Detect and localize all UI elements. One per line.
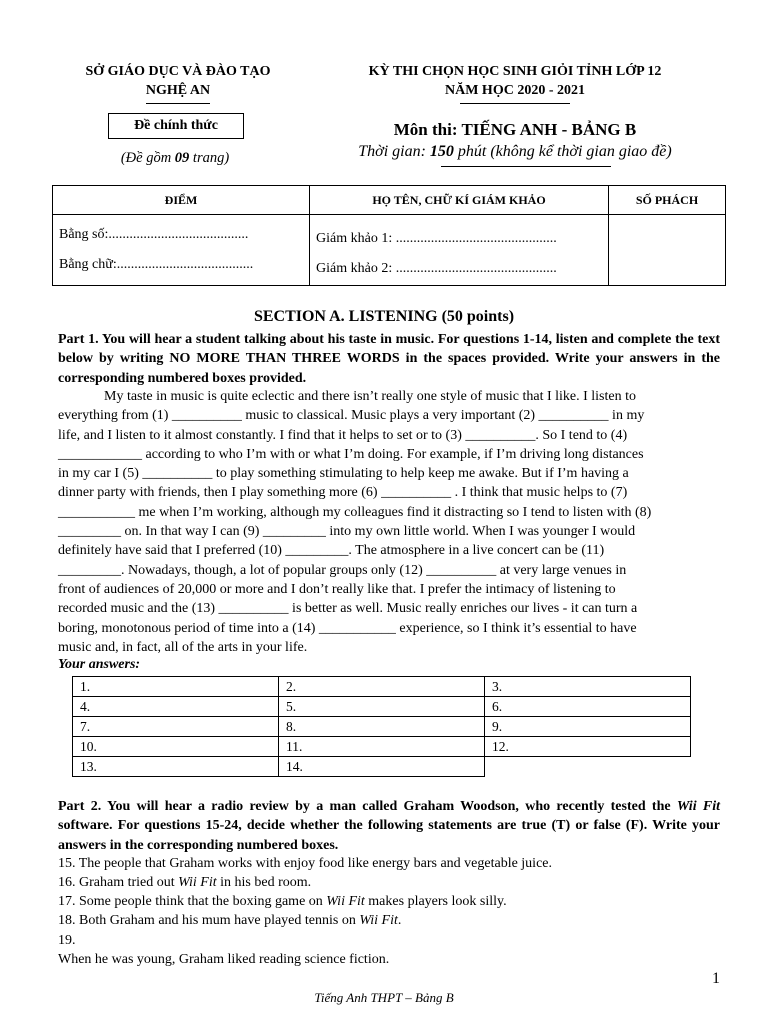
official-exam-label: Đề chính thức [108, 113, 244, 139]
passage-line: life, and I listen to it almost constantly. I find that it helps to set or to (3) __________. So I tend to (4) [58, 427, 628, 443]
answer-box-5[interactable]: 5. [279, 697, 485, 717]
q17-text-b: makes players look silly. [364, 894, 507, 909]
header-underline-left [146, 103, 210, 104]
passage-line: definitely have said that I preferred (10) _________. The atmosphere in a live concert can be (11) [58, 543, 605, 559]
answer-box-3[interactable]: 3. [485, 677, 691, 697]
q17-wii-fit: Wii Fit [326, 894, 365, 909]
department-line-1: SỞ GIÁO DỤC VÀ ĐÀO TẠO [85, 64, 271, 79]
part2-instructions [58, 797, 720, 855]
question-17 [58, 892, 720, 912]
answer-box-9[interactable]: 9. [485, 717, 691, 737]
exam-title-line-2: NĂM HỌC 2020 - 2021 [445, 83, 585, 98]
score-in-digits[interactable]: Bằng số:........................................ [59, 227, 249, 242]
answer-box-1[interactable]: 1. [73, 677, 279, 697]
q18-text-b: . [397, 913, 402, 928]
code-column-header: SỐ PHÁCH [609, 186, 726, 215]
answer-box-8[interactable]: 8. [279, 717, 485, 737]
part2-wii-fit: Wii Fit [676, 799, 720, 814]
part1-passage [58, 387, 720, 657]
part1-instruction-a: Part 1. You will hear a student talking about his taste in music. For questions 1-14, listen and complete the text below by writing [58, 332, 720, 367]
question-19-number: 19. [58, 933, 76, 948]
q18-text-a: 18. Both Graham and his mum have played tennis on [58, 913, 360, 928]
part2-instruction-b: software. For questions 15-24, decide whether the following statements are true (T) or false (F). Write your answers in the corresponding numbered boxes. [58, 818, 720, 853]
passage-line: _________ on. In that way I can (9) _________ into my own little world. When I was younger I would [58, 524, 636, 540]
header-underline-right [460, 103, 570, 104]
part2-instruction-a: Part 2. You will hear a radio review by a man called Graham Woodson, who recently tested the [58, 799, 677, 814]
question-19-text: When he was young, Graham liked reading science fiction. [58, 952, 390, 967]
examiner-cell [310, 215, 609, 286]
answer-box-14[interactable]: 14. [279, 757, 485, 777]
answer-empty-cell [485, 757, 691, 777]
passage-line: everything from (1) __________ music to classical. Music plays a very important (2) __________ in my [58, 408, 645, 424]
subject-name: TIẾNG ANH - BẢNG B [461, 120, 637, 139]
answer-row [73, 757, 691, 777]
answer-row [73, 677, 691, 697]
q16-wii-fit: Wii Fit [178, 875, 217, 890]
answer-row [73, 717, 691, 737]
score-table [52, 185, 726, 286]
your-answers-label: Your answers: [58, 657, 141, 672]
question-18 [58, 911, 720, 931]
department-line-2: NGHỆ AN [145, 83, 211, 98]
page-count-prefix: (Đề gồm [120, 150, 175, 166]
answer-box-12[interactable]: 12. [485, 737, 691, 757]
part1-instructions [58, 330, 720, 388]
time-prefix: Thời gian: [358, 143, 430, 160]
exam-title [330, 62, 700, 100]
answer-box-2[interactable]: 2. [279, 677, 485, 697]
passage-line: dinner party with friends, then I play something more (6) __________ . I think that music helps to (7) [58, 485, 628, 501]
answer-box-11[interactable]: 11. [279, 737, 485, 757]
time-suffix: phút (không kể thời gian giao đề) [453, 143, 672, 160]
question-15: 15. The people that Graham works with enjoy food like energy bars and vegetable juice. [58, 856, 552, 871]
score-column-header: ĐIỂM [53, 186, 310, 215]
subject-line [330, 120, 700, 140]
section-title: SECTION A. LISTENING (50 points) [253, 308, 515, 325]
q16-text-b: in his bed room. [216, 875, 312, 890]
passage-line: boring, monotonous period of time into a (14) ___________ experience, so I think it’s essential to have [58, 620, 637, 636]
score-in-words[interactable]: Bằng chữ:....................................... [59, 257, 254, 272]
page-count-suffix: trang) [189, 150, 230, 166]
code-cell[interactable] [609, 215, 726, 286]
answer-box-10[interactable]: 10. [73, 737, 279, 757]
answer-box-7[interactable]: 7. [73, 717, 279, 737]
exam-title-line-1: KỲ THI CHỌN HỌC SINH GIỎI TỈNH LỚP 12 [368, 64, 662, 79]
time-line [330, 143, 700, 161]
department-name [58, 62, 298, 100]
time-value: 150 [429, 143, 454, 160]
passage-line: ___________ me when I’m working, although my colleagues find it distracting so I tend to listen with (8) [58, 504, 652, 520]
page-count-number: 09 [174, 150, 190, 166]
passage-line: My taste in music is quite eclectic and there isn’t really one style of music that I like. I listen to [104, 389, 636, 404]
question-16 [58, 873, 720, 893]
answer-row [73, 697, 691, 717]
answer-row [73, 737, 691, 757]
examiner-column-header: HỌ TÊN, CHỮ KÍ GIÁM KHẢO [310, 186, 609, 215]
passage-line: music and, in fact, all of the arts in your life. [58, 639, 308, 655]
answer-table [72, 676, 691, 777]
time-underline [441, 166, 611, 167]
passage-line: _________. Nowadays, though, a lot of popular groups only (12) __________ at very large venues in [58, 562, 627, 578]
part1-instruction-c: in the spaces provided. Write your answers in the corresponding numbered boxes provided. [58, 351, 720, 386]
passage-line: recorded music and the (13) __________ is better as well. Music really enriches our lives - it can turn a [58, 601, 638, 617]
examiner-1[interactable]: Giám khảo 1: .............................................. [316, 231, 557, 246]
passage-line: ____________ according to who I’m with or what I’m doing. For example, if I’m driving long distances [58, 446, 644, 462]
q17-text-a: 17. Some people think that the boxing game on [58, 894, 327, 909]
q16-text-a: 16. Graham tried out [58, 875, 179, 890]
passage-line: in my car I (5) __________ to play something stimulating to help keep me awake. But if I’m having a [58, 466, 629, 482]
answer-box-6[interactable]: 6. [485, 697, 691, 717]
q18-wii-fit: Wii Fit [359, 913, 398, 928]
footer-label: Tiếng Anh THPT – Bảng B [314, 990, 454, 1005]
examiner-2[interactable]: Giám khảo 2: .............................................. [316, 261, 557, 276]
page-count-note [80, 150, 270, 167]
part1-instruction-b: NO MORE THAN THREE WORDS [169, 351, 400, 367]
answer-box-4[interactable]: 4. [73, 697, 279, 717]
answer-box-13[interactable]: 13. [73, 757, 279, 777]
page-number: 1 [712, 970, 720, 987]
score-cell [53, 215, 310, 286]
subject-prefix: Môn thi: [393, 120, 462, 139]
passage-line: front of audiences of 20,000 or more and I don’t really like that. I prefer the intimacy of listening to [58, 581, 616, 597]
